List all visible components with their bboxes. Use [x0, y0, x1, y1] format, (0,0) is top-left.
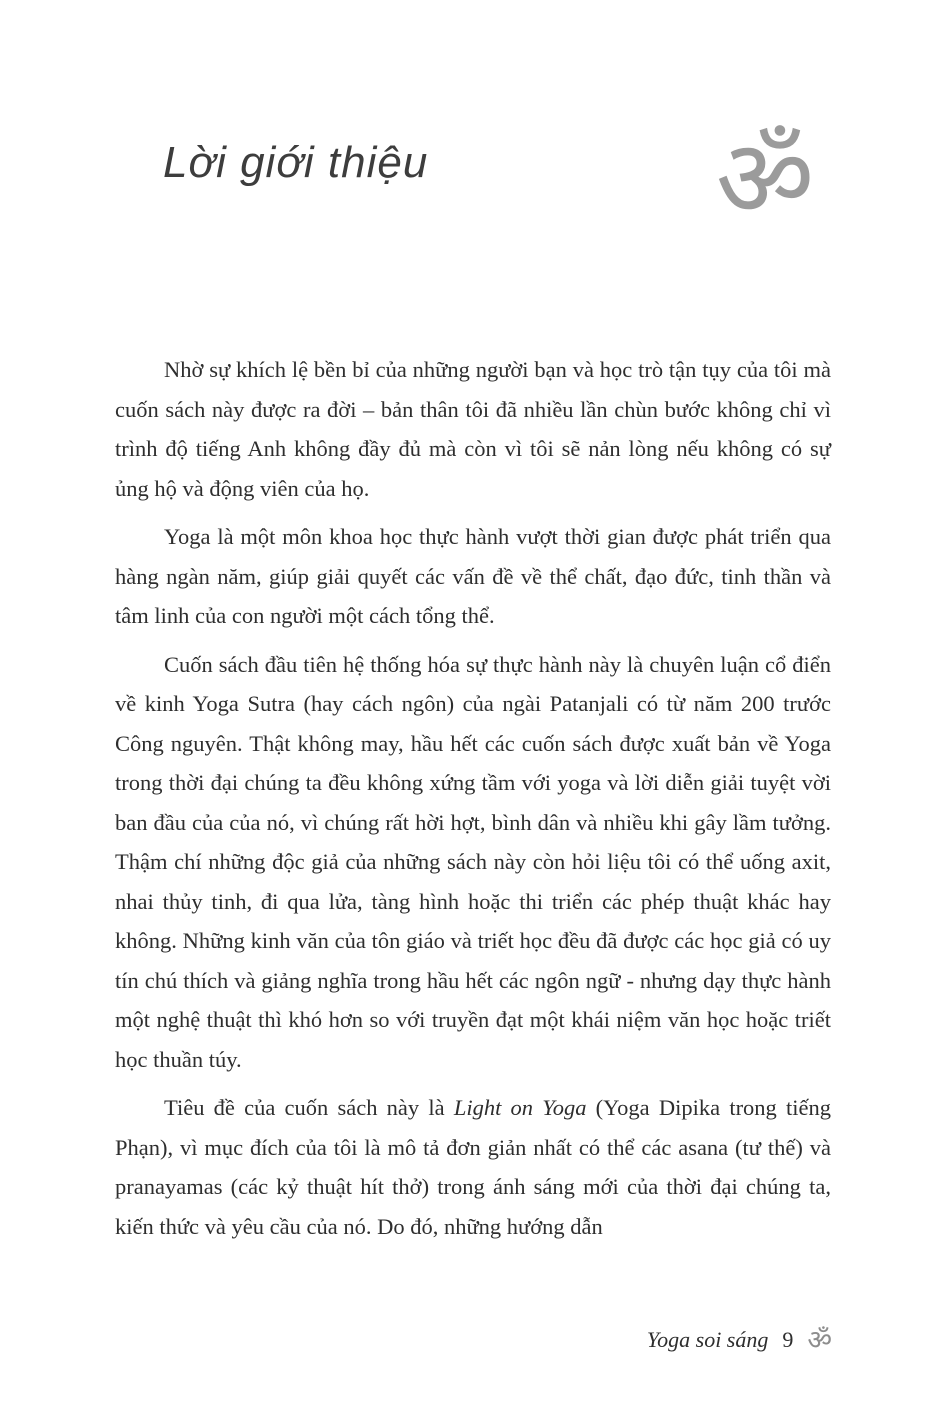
paragraph-text: Yoga là một môn khoa học thực hành vượt thời gian được phát triển qua hàng ngàn năm, giúp giải quyết các vấn đề về thể chất, đạo đức, tinh thần và tâm linh của con người một cách tổng thể. [115, 524, 831, 628]
paragraph [115, 1088, 831, 1246]
page-title: Lời giới thiệu [163, 138, 429, 187]
om-symbol-icon: ॐ [715, 117, 815, 242]
footer-page-number: 9 [782, 1327, 794, 1352]
paragraph [115, 350, 831, 508]
paragraph [115, 645, 831, 1080]
paragraph-text: (Yoga Dipika trong tiếng Phạn), vì mục đích của tôi là mô tả đơn giản nhất có thể các asana (tư thế) và pranayamas (các kỷ thuật hít thở) trong ánh sáng mới của thời đại chúng ta, kiến thức và yêu cầu của nó. Do đó, những hướng dẫn [115, 1095, 832, 1239]
page-footer [647, 1318, 832, 1355]
paragraph-text: Nhờ sự khích lệ bền bỉ của những người bạn và học trò tận tụy của tôi mà cuốn sách này được ra đời – bản thân tôi đã nhiều lần chùn bước không chỉ vì trình độ tiếng Anh không đầy đủ mà còn vì tôi sẽ nản lòng nếu không có sự ủng hộ và động viên của họ. [115, 357, 831, 501]
paragraph-text: Tiêu đề của cuốn sách này là [164, 1095, 454, 1120]
paragraph-text: Cuốn sách đầu tiên hệ thống hóa sự thực hành này là chuyên luận cổ điển về kinh Yoga Sutra (hay cách ngôn) của ngài Patanjali có từ năm 200 trước Công nguyên. Thật không may, hầu hết các cuốn sách được xuất bản về Yoga trong thời đại chúng ta đều không xứng tầm với yoga và lời diễn giải tuyệt vời ban đầu của của nó, vì chúng rất hời hợt, bình dân và nhiều khi gây lầm tưởng. Thậm chí những độc giả của những sách này còn hỏi liệu tôi có thể uống axit, nhai thủy tinh, đi qua lửa, tàng hình hoặc thi triển các phép thuật khác hay không. Những kinh văn của tôn giáo và triết học đều đã được các học giả có uy tín chú thích và giảng nghĩa trong hầu hết các ngôn ngữ - nhưng dạy thực hành một nghệ thuật thì khó hơn so với truyền đạt một khái niệm văn học hoặc triết học thuần túy. [115, 651, 831, 1072]
footer-book-title: Yoga soi sáng [646, 1327, 769, 1352]
body-text [115, 350, 831, 1255]
footer-om-icon: ॐ [807, 1325, 832, 1356]
book-title-italic: Light on Yoga [453, 1095, 587, 1120]
paragraph [115, 517, 831, 636]
